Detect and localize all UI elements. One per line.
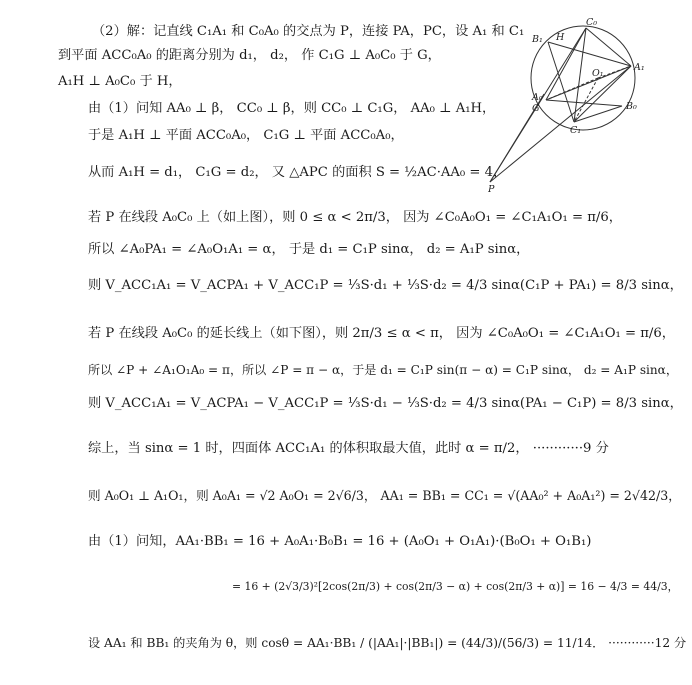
line-b1-a1	[548, 42, 631, 66]
solution-line: （2）解：记直线 C₁A₁ 和 C₀A₀ 的交点为 P，连接 PA，PC，设 A₁ 和 C₁	[92, 24, 525, 39]
label-h: H	[556, 32, 565, 43]
label-g: G	[532, 103, 540, 114]
solution-line: 由（1）问知 AA₀ ⊥ β， CC₀ ⊥ β，则 CC₀ ⊥ C₁G， AA₀ ⊥ A₁H，	[88, 101, 496, 116]
label-o1: O₁	[592, 68, 604, 79]
solution-line: 则 A₀O₁ ⊥ A₁O₁，则 A₀A₁ = √2 A₀O₁ = 2√6/3， AA₁ = BB₁ = CC₁ = √(AA₀² + A₀A₁²) = 2√42/3，	[88, 488, 681, 503]
solution-line: 从而 A₁H = d₁， C₁G = d₂， 又 △APC 的面积 S = ½AC·AA₀ = 4，	[88, 165, 507, 180]
solution-line: 于是 A₁H ⊥ 平面 ACC₀A₀， C₁G ⊥ 平面 ACC₀A₀，	[88, 128, 404, 143]
solution-line: = 16 + (2√3/3)²[2cos(2π/3) + cos(2π/3 − α) + cos(2π/3 + α)] = 16 − 4/3 = 44/3，	[232, 580, 679, 593]
solution-line: A₁H ⊥ A₀C₀ 于 H，	[58, 74, 182, 89]
solution-line: 所以 ∠P + ∠A₁O₁A₀ = π，所以 ∠P = π − α，于是 d₁ = C₁P sin(π − α) = C₁P sinα， d₂ = A₁P sinα，	[88, 363, 678, 377]
line-c0-a0	[546, 28, 586, 100]
label-c0: C₀	[586, 17, 598, 28]
solution-line: 则 V_ACC₁A₁ = V_ACPA₁ − V_ACC₁P = ⅓S·d₁ − ⅓S·d₂ = 4/3 sinα(PA₁ − C₁P) = 8/3 sinα，	[88, 396, 683, 411]
solution-line: 所以 ∠A₀PA₁ = ∠A₀O₁A₁ = α， 于是 d₁ = C₁P sinα， d₂ = A₁P sinα，	[88, 242, 530, 257]
geometry-figure	[488, 14, 678, 194]
solution-line: 综上，当 sinα = 1 时，四面体 ACC₁A₁ 的体积取最大值，此时 α = π/2， ············9 分	[88, 441, 609, 456]
line-p-a1	[490, 66, 631, 182]
solution-line: 若 P 在线段 A₀C₀ 上（如上图），则 0 ≤ α < 2π/3， 因为 ∠C₀A₀O₁ = ∠C₁A₁O₁ = π/6，	[88, 210, 622, 225]
solution-line: 设 AA₁ 和 BB₁ 的夹角为 θ，则 cosθ = AA₁·BB₁ / (|AA₁|·|BB₁|) = (44/3)/(56/3) = 11/14． ············12 分	[88, 636, 687, 650]
solution-line: 由（1）问知，AA₁·BB₁ = 16 + A₀A₁·B₀B₁ = 16 + (A₀O₁ + O₁A₁)·(B₀O₁ + O₁B₁)	[88, 534, 592, 549]
solution-line: 若 P 在线段 A₀C₀ 的延长线上（如下图），则 2π/3 ≤ α < π， 因为 ∠C₀A₀O₁ = ∠C₁A₁O₁ = π/6，	[88, 326, 675, 341]
solution-line: 到平面 ACC₀A₀ 的距离分别为 d₁， d₂， 作 C₁G ⊥ A₀C₀ 于 G，	[58, 48, 441, 63]
line-o1-a0	[546, 78, 598, 100]
label-a1: A₁	[634, 62, 645, 73]
label-a0: A₀	[532, 92, 543, 103]
solution-line: 则 V_ACC₁A₁ = V_ACPA₁ + V_ACC₁P = ⅓S·d₁ + ⅓S·d₂ = 4/3 sinα(C₁P + PA₁) = 8/3 sinα，	[88, 278, 683, 293]
label-b0: B₀	[626, 101, 637, 112]
label-p: P	[488, 184, 495, 194]
label-c1: C₁	[570, 125, 582, 136]
label-b1: B₁	[532, 34, 543, 45]
